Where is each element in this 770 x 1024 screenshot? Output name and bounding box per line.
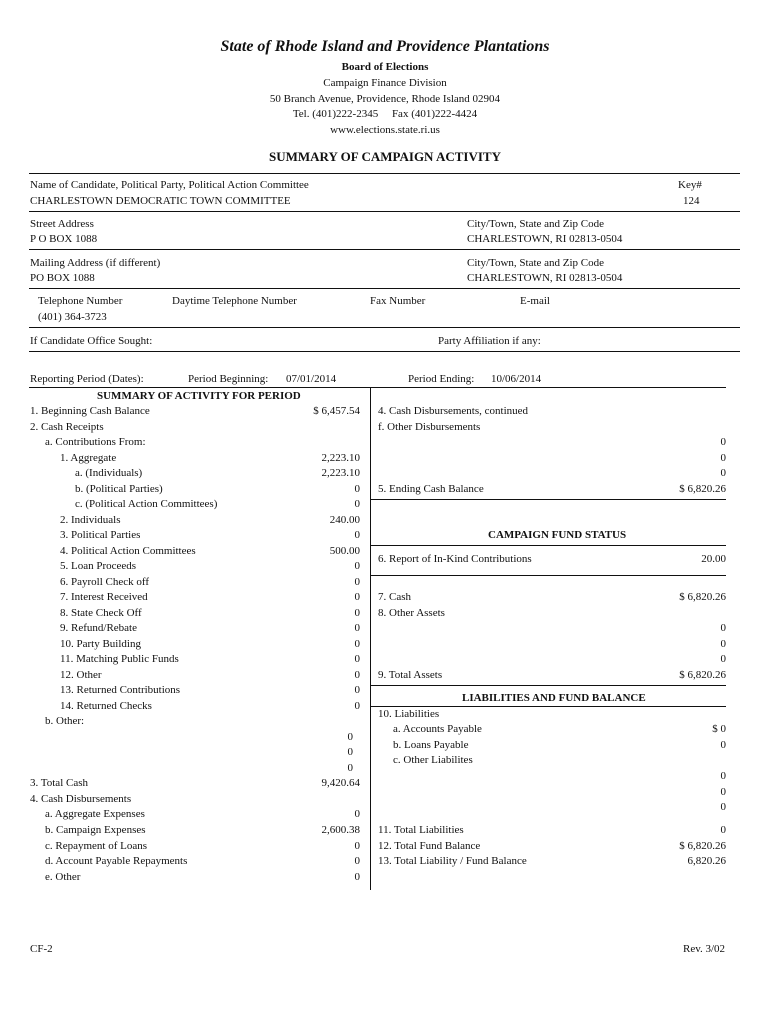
name-value: CHARLESTOWN DEMOCRATIC TOWN COMMITTEE bbox=[30, 195, 291, 207]
row-value: 0 bbox=[354, 483, 360, 495]
row-label: e. Other bbox=[45, 871, 81, 883]
row-value: 0 bbox=[354, 622, 360, 634]
telephone-value: (401) 364-3723 bbox=[38, 311, 107, 323]
other-assets-value: 0 bbox=[720, 653, 726, 665]
other-receipt-value: 0 bbox=[347, 746, 353, 758]
row-label: 5. Loan Proceeds bbox=[60, 560, 137, 572]
period-beginning-label: Period Beginning: bbox=[188, 373, 269, 385]
row-value: 0 bbox=[354, 560, 360, 572]
street-label: Street Address bbox=[30, 218, 94, 230]
mailing-label: Mailing Address (if different) bbox=[30, 257, 161, 269]
row-label: 1. Beginning Cash Balance bbox=[30, 405, 150, 417]
row-value: 0 bbox=[354, 591, 360, 603]
party-affiliation-label: Party Affiliation if any: bbox=[438, 335, 541, 347]
office-sought-label: If Candidate Office Sought: bbox=[30, 335, 153, 347]
row-label: 2. Cash Receipts bbox=[30, 421, 104, 433]
total-liability-fund-value: 6,820.26 bbox=[687, 855, 726, 867]
office-phone-fax: Tel. (401)222-2345 Fax (401)222-4424 bbox=[292, 108, 478, 120]
row-label: 4. Political Action Committees bbox=[60, 545, 196, 557]
row-value: 0 bbox=[354, 529, 360, 541]
liabilities-heading: LIABILITIES AND FUND BALANCE bbox=[462, 692, 646, 704]
row-value: 0 bbox=[354, 607, 360, 619]
row-label: 11. Matching Public Funds bbox=[60, 653, 179, 665]
form-title: SUMMARY OF CAMPAIGN ACTIVITY bbox=[269, 149, 501, 164]
row-value: 0 bbox=[354, 840, 360, 852]
total-liability-fund-label: 13. Total Liability / Fund Balance bbox=[378, 855, 527, 867]
row-label: a. Aggregate Expenses bbox=[45, 808, 145, 820]
row-label: 3. Political Parties bbox=[60, 529, 141, 541]
other-liabilities-value: 0 bbox=[720, 770, 726, 782]
row-value: 2,600.38 bbox=[321, 824, 360, 836]
row-label: 4. Cash Disbursements bbox=[30, 793, 132, 805]
row-label: 1. Aggregate bbox=[60, 452, 117, 464]
row-value: 0 bbox=[354, 653, 360, 665]
form-id: CF-2 bbox=[30, 943, 53, 955]
daytime-phone-label: Daytime Telephone Number bbox=[172, 295, 297, 307]
row-value: 2,223.10 bbox=[321, 452, 360, 464]
state-title: State of Rhode Island and Providence Plantations bbox=[220, 38, 550, 55]
cash-label: 7. Cash bbox=[378, 591, 411, 603]
fund-status-heading: CAMPAIGN FUND STATUS bbox=[488, 529, 627, 541]
key-value: 124 bbox=[683, 195, 700, 207]
row-value: 0 bbox=[354, 684, 360, 696]
row-label: 7. Interest Received bbox=[60, 591, 148, 603]
cash-value: $ 6,820.26 bbox=[679, 591, 726, 603]
row-value: 240.00 bbox=[329, 514, 360, 526]
email-label: E-mail bbox=[520, 295, 550, 307]
row-label: 8. State Check Off bbox=[60, 607, 142, 619]
row-label: d. Account Payable Repayments bbox=[45, 855, 188, 867]
row-label: 3. Total Cash bbox=[30, 777, 88, 789]
other-disbursement-value: 0 bbox=[720, 436, 726, 448]
row-value: 0 bbox=[354, 855, 360, 867]
row-value: 0 bbox=[354, 871, 360, 883]
row-value: 2,223.10 bbox=[321, 467, 360, 479]
period-ending-value: 10/06/2014 bbox=[491, 373, 542, 385]
accounts-payable-value: $ 0 bbox=[712, 723, 726, 735]
row-value: 0 bbox=[354, 808, 360, 820]
total-fund-balance-label: 12. Total Fund Balance bbox=[378, 840, 481, 852]
row-value: 0 bbox=[354, 576, 360, 588]
total-assets-value: $ 6,820.26 bbox=[679, 669, 726, 681]
period-ending-label: Period Ending: bbox=[408, 373, 475, 385]
row-label: c. (Political Action Committees) bbox=[75, 498, 218, 510]
liabilities-label: 10. Liabilities bbox=[378, 708, 440, 720]
row-value: $ 6,457.54 bbox=[313, 405, 360, 417]
reporting-period-label: Reporting Period (Dates): bbox=[30, 373, 144, 385]
row-label: c. Repayment of Loans bbox=[45, 840, 148, 852]
row-label: 9. Refund/Rebate bbox=[60, 622, 137, 634]
inkind-label: 6. Report of In-Kind Contributions bbox=[378, 553, 532, 565]
other-assets-value: 0 bbox=[720, 638, 726, 650]
summary-heading: SUMMARY OF ACTIVITY FOR PERIOD bbox=[97, 390, 301, 402]
row-label: a. Contributions From: bbox=[45, 436, 146, 448]
ending-cash-label: 5. Ending Cash Balance bbox=[378, 483, 484, 495]
other-assets-label: 8. Other Assets bbox=[378, 607, 445, 619]
other-disbursement-value: 0 bbox=[720, 452, 726, 464]
ending-cash-value: $ 6,820.26 bbox=[679, 483, 726, 495]
revision: Rev. 3/02 bbox=[683, 943, 726, 955]
loans-payable-value: 0 bbox=[720, 739, 726, 751]
row-value: 0 bbox=[354, 700, 360, 712]
row-label: 13. Returned Contributions bbox=[60, 684, 181, 696]
inkind-value: 20.00 bbox=[701, 553, 726, 565]
row-label: b. Campaign Expenses bbox=[45, 824, 146, 836]
loans-payable-label: b. Loans Payable bbox=[393, 739, 469, 751]
total-liabilities-label: 11. Total Liabilities bbox=[378, 824, 464, 836]
accounts-payable-label: a. Accounts Payable bbox=[393, 723, 482, 735]
mailing-city-label: City/Town, State and Zip Code bbox=[467, 257, 605, 269]
row-value: 0 bbox=[354, 669, 360, 681]
period-beginning-value: 07/01/2014 bbox=[286, 373, 337, 385]
row-label: 6. Payroll Check off bbox=[60, 576, 150, 588]
mailing-value: PO BOX 1088 bbox=[30, 272, 95, 284]
street-value: P O BOX 1088 bbox=[30, 233, 98, 245]
fax-label: Fax Number bbox=[370, 295, 426, 307]
row-label: b. (Political Parties) bbox=[75, 483, 163, 495]
other-receipt-value: 0 bbox=[347, 731, 353, 743]
total-liabilities-value: 0 bbox=[720, 824, 726, 836]
disbursements-continued-label: 4. Cash Disbursements, continued bbox=[378, 405, 529, 417]
division-name: Campaign Finance Division bbox=[323, 77, 447, 89]
name-label: Name of Candidate, Political Party, Political Action Committee bbox=[30, 179, 309, 191]
other-liabilities-label: c. Other Liabilites bbox=[393, 754, 473, 766]
row-label: 2. Individuals bbox=[60, 514, 121, 526]
row-label: 12. Other bbox=[60, 669, 102, 681]
key-label: Key# bbox=[678, 179, 702, 191]
row-value: 0 bbox=[354, 498, 360, 510]
other-assets-value: 0 bbox=[720, 622, 726, 634]
city-value: CHARLESTOWN, RI 02813-0504 bbox=[467, 233, 623, 245]
website: www.elections.state.ri.us bbox=[330, 124, 440, 136]
total-fund-balance-value: $ 6,820.26 bbox=[679, 840, 726, 852]
other-receipt-value: 0 bbox=[347, 762, 353, 774]
row-value: 9,420.64 bbox=[321, 777, 360, 789]
city-label: City/Town, State and Zip Code bbox=[467, 218, 605, 230]
other-liabilities-value: 0 bbox=[720, 801, 726, 813]
board-name: Board of Elections bbox=[341, 61, 429, 73]
row-label: 10. Party Building bbox=[60, 638, 141, 650]
other-disbursement-value: 0 bbox=[720, 467, 726, 479]
total-assets-label: 9. Total Assets bbox=[378, 669, 443, 681]
row-label: 14. Returned Checks bbox=[60, 700, 152, 712]
row-value: 500.00 bbox=[329, 545, 360, 557]
row-label: b. Other: bbox=[45, 715, 85, 727]
mailing-city-value: CHARLESTOWN, RI 02813-0504 bbox=[467, 272, 623, 284]
other-disbursements-label: f. Other Disbursements bbox=[378, 421, 481, 433]
row-label: a. (Individuals) bbox=[75, 467, 143, 479]
row-value: 0 bbox=[354, 638, 360, 650]
office-address: 50 Branch Avenue, Providence, Rhode Island 02904 bbox=[269, 93, 501, 105]
other-liabilities-value: 0 bbox=[720, 786, 726, 798]
telephone-label: Telephone Number bbox=[38, 295, 123, 307]
